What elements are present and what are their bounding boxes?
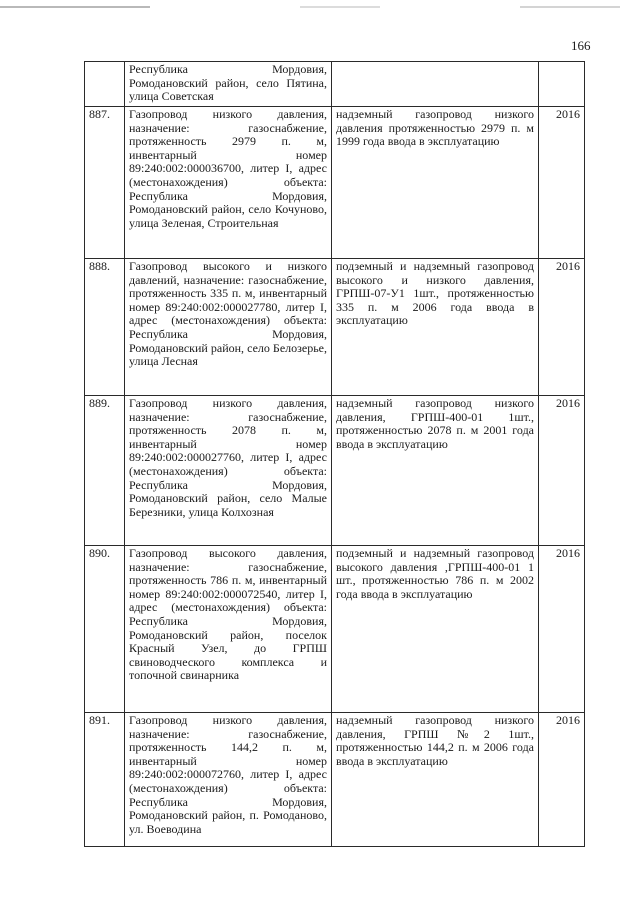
year-cell: 2016 [539,107,585,259]
year-cell: 2016 [539,713,585,847]
row-number-cell: 889. [85,396,125,546]
year-cell: 2016 [539,546,585,713]
table-row [85,62,585,107]
object-cell: Газопровод высокого и низкого давлений, назначение: газоснабжение, протяженность 335 п. м, инвентарный номер 89:240:002:000027780, литер I, адрес (местонахождения) объекта: Республика Мордовия, Ромодановский район, село Белозерье, улица Лесная [125,259,332,396]
year-cell: 2016 [539,396,585,546]
description-cell: подземный и надземный газопровод высокого давления ,ГРПШ-400-01 1 шт., протяженностью 786 п. м 2002 года ввода в эксплуатацию [332,546,539,713]
scan-artifact [300,6,380,8]
row-number-cell: 890. [85,546,125,713]
registry-table [84,61,585,847]
description-cell: подземный и надземный газопровод высокого и низкого давления, ГРПШ-07-У1 1шт., протяженностью 335 п. м 2006 года ввода в эксплуатацию [332,259,539,396]
table-row [85,546,585,713]
description-cell: надземный газопровод низкого давления, ГРПШ-400-01 1шт., протяженностью 2078 п. м 2001 года ввода в эксплуатацию [332,396,539,546]
row-number-cell: 888. [85,259,125,396]
table-row [85,713,585,847]
page-number: 166 [571,38,591,53]
row-number-cell: 891. [85,713,125,847]
object-cell: Газопровод высокого давления, назначение: газоснабжение, протяженность 786 п. м, инвентарный номер 89:240:002:000072540, литер I, адрес (местонахождения) объекта: Республика Мордовия, Ромодановский район, поселок Красный Узел, до ГРПШ свиноводческого комплекса и топочной свинарника [125,546,332,713]
object-cell: Газопровод низкого давления, назначение: газоснабжение, протяженность 2979 п. м, инвентарный номер 89:240:002:000036700, литер I, адрес (местонахождения) объекта: Республика Мордовия, Ромодановский район, село Кочуново, улица Зеленая, Строительная [125,107,332,259]
object-cell: Республика Мордовия, Ромодановский район, село Пятина, улица Советская [125,62,332,107]
row-number-cell [85,62,125,107]
description-cell: надземный газопровод низкого давления, ГРПШ №2 1шт., протяженностью 144,2 п. м 2006 года ввода в эксплуатацию [332,713,539,847]
table-row [85,259,585,396]
year-cell [539,62,585,107]
description-cell [332,62,539,107]
table-row [85,107,585,259]
description-cell: надземный газопровод низкого давления протяженностью 2979 п. м 1999 года ввода в эксплуатацию [332,107,539,259]
year-cell: 2016 [539,259,585,396]
row-number-cell: 887. [85,107,125,259]
object-cell: Газопровод низкого давления, назначение: газоснабжение, протяженность 2078 п. м, инвентарный номер 89:240:002:000027760, литер I, адрес (местонахождения) объекта: Республика Мордовия, Ромодановский район, село Малые Березники, улица Колхозная [125,396,332,546]
scan-artifact [0,6,150,8]
scan-artifact [520,6,620,8]
table-row [85,396,585,546]
object-cell: Газопровод низкого давления, назначение: газоснабжение, протяженность 144,2 п. м, инвентарный номер 89:240:002:000072760, литер I, адрес (местонахождения) объекта: Республика Мордовия, Ромодановский район, п. Ромоданово, ул. Воеводина [125,713,332,847]
